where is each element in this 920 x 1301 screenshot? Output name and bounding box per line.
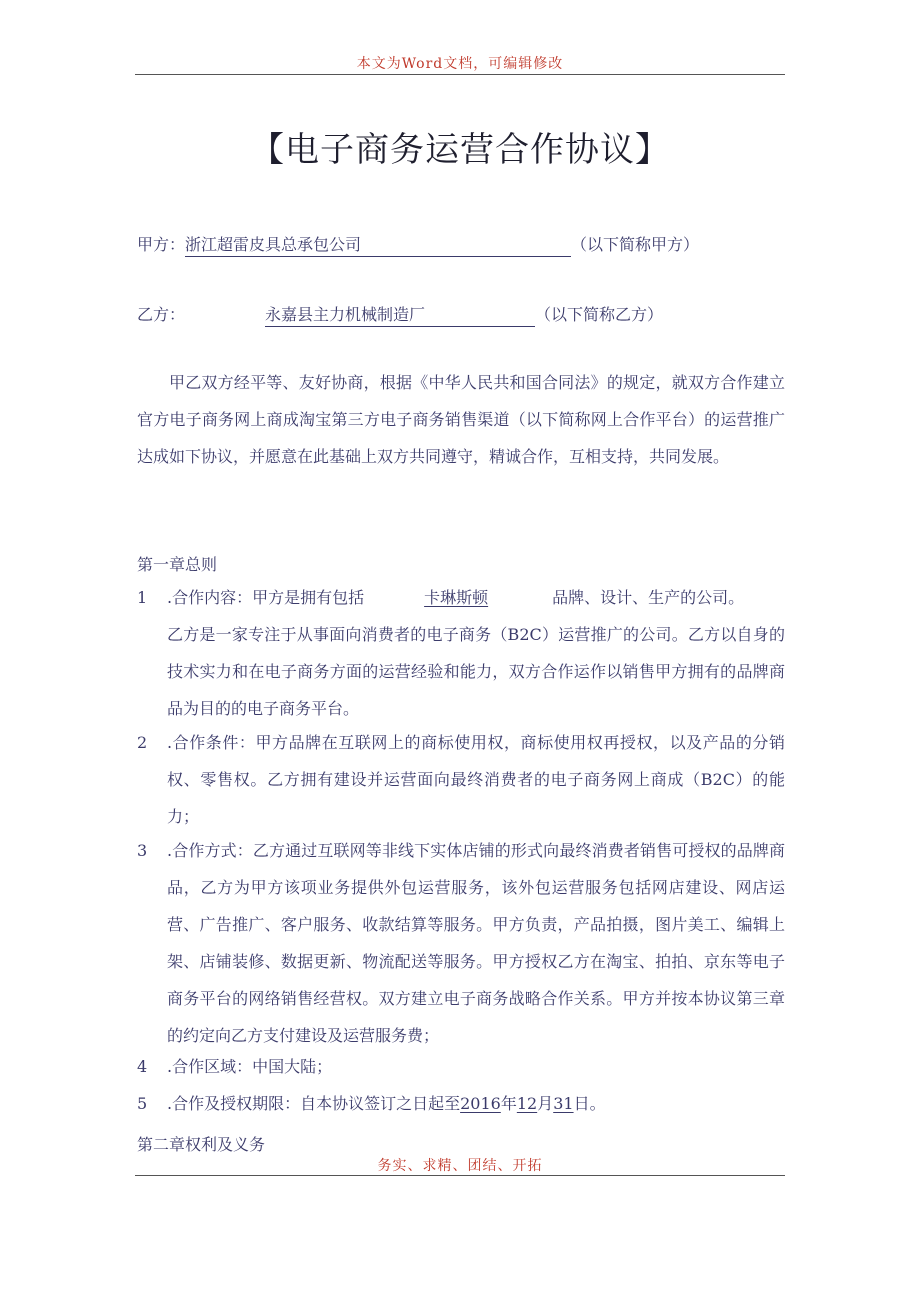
party-b-name: 永嘉县主力机械制造厂 [265,302,535,327]
header-note: 本文为Word文档，可编辑修改 [356,56,564,72]
header-divider [135,74,785,75]
clause-1-tail: 品牌、设计、生产的公司。 [552,588,745,607]
clause-1-lead: .合作内容：甲方是拥有包括 [167,588,365,607]
footer-divider [135,1175,785,1176]
clause-number: 3 [137,841,148,860]
clause-4-text: .合作区域：中国大陆； [167,1057,333,1076]
party-b-line [137,302,663,327]
footer-note: 务实、求精、团结、开拓 [377,1158,543,1174]
end-year: 2016 [460,1094,501,1113]
end-month: 12 [516,1094,538,1113]
party-a-label: 甲方： [137,235,186,254]
clause-3 [137,832,785,1054]
end-day: 31 [553,1094,574,1113]
chapter-2-heading: 第二章权利及义务 [137,1135,266,1154]
party-b-label: 乙方： [137,305,186,324]
clause-1-rest: 乙方是一家专注于从事面向消费者的电子商务（B2C）运营推广的公司。乙方以自身的技术实力和在电子商务方面的运营经验和能力，双方合作运作以销售甲方拥有的品牌商品为目的的电子商务平台。 [167,625,785,718]
party-a-line [137,232,699,257]
party-b-suffix: （以下简称乙方） [535,305,664,324]
day-unit: 日。 [573,1094,606,1113]
clause-4 [137,1048,785,1085]
brand-name: 卡琳斯顿 [424,588,489,607]
clause-number: 1 [137,588,148,607]
year-unit: 年 [500,1094,517,1113]
clause-1 [137,579,785,727]
clause-2-text: .合作条件：甲方品牌在互联网上的商标使用权，商标使用权再授权，以及产品的分销权、零售权。乙方拥有建设并运营面向最终消费者的电子商务网上商成（B2C）的能力； [167,733,785,826]
clause-5 [137,1085,785,1122]
document-title: 【电子商务运营合作协议】 [250,130,670,170]
clause-number: 5 [137,1094,148,1113]
party-a-name: 浙江超雷皮具总承包公司 [185,232,571,257]
clause-number: 4 [137,1057,148,1076]
chapter-1-heading: 第一章总则 [137,555,218,574]
month-unit: 月 [537,1094,554,1113]
intro-paragraph: 甲乙双方经平等、友好协商，根据《中华人民共和国合同法》的规定，就双方合作建立官方电子商务网上商成淘宝第三方电子商务销售渠道（以下简称网上合作平台）的运营推广达成如下协议，并愿意在此基础上双方共同遵守，精诚合作，互相支持，共同发展。 [137,373,785,466]
clause-2 [137,724,785,835]
clause-3-text: .合作方式：乙方通过互联网等非线下实体店铺的形式向最终消费者销售可授权的品牌商品，乙方为甲方该项业务提供外包运营服务，该外包运营服务包括网店建设、网店运营、广告推广、客户服务、收款结算等服务。甲方负责，产品拍摄，图片美工、编辑上架、店铺装修、数据更新、物流配送等服务。甲方授权乙方在淘宝、拍拍、京东等电子商务平台的网络销售经营权。双方建立电子商务战略合作关系。甲方并按本协议第三章的约定向乙方支付建设及运营服务费； [167,841,785,1045]
party-a-suffix: （以下简称甲方） [571,235,700,254]
clause-5-lead: .合作及授权期限：自本协议签订之日起至 [167,1094,461,1113]
clause-number: 2 [137,733,148,752]
